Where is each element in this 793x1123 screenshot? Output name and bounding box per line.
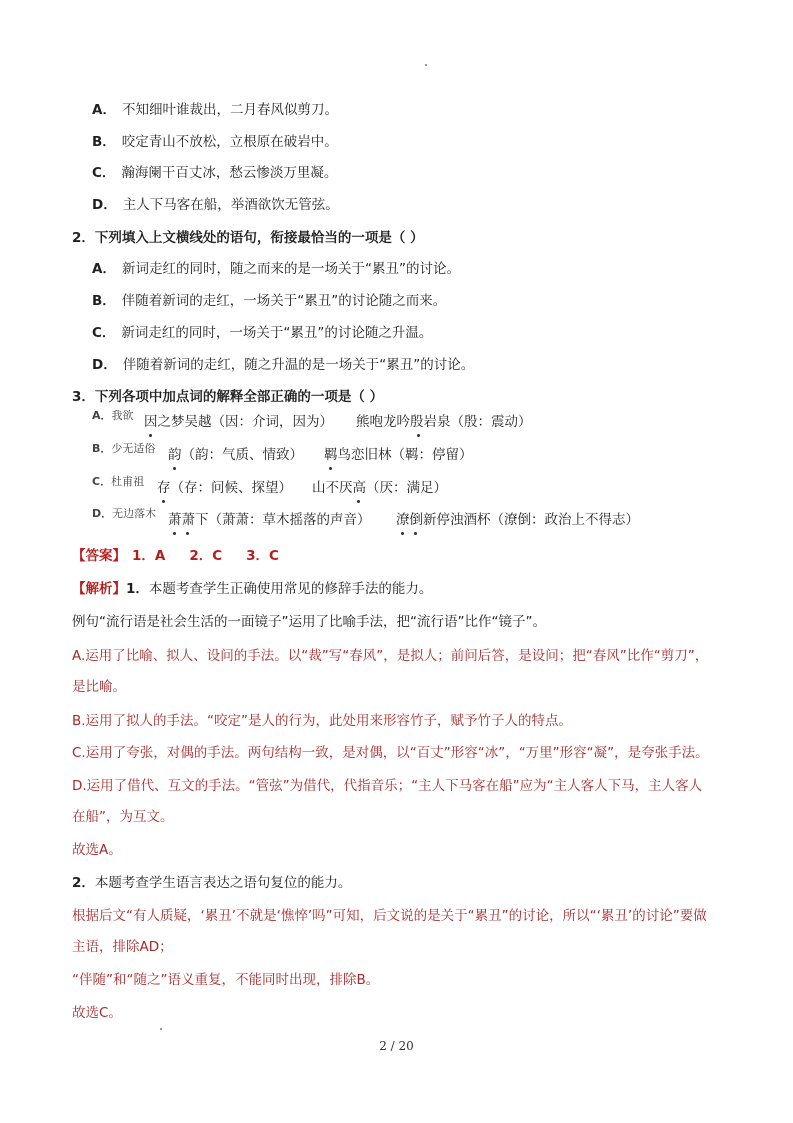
analysis-line: B.运用了拟人的手法。“咬定”是人的行为，此处用来形容竹子，赋予竹子人的特点。 <box>72 713 573 729</box>
q2-option-c: C． 新词走红的同时，一场关于“累丑”的讨论随之升温。 <box>92 325 433 341</box>
emphasis-dot <box>173 467 176 470</box>
scan-mark <box>160 1028 162 1030</box>
q3-option-b-text: 韵（韵：气质、情致） <box>168 447 303 463</box>
emphasis-dot <box>357 500 360 503</box>
emphasis-dot <box>417 434 420 437</box>
emphasis-dot <box>149 434 152 437</box>
analysis-line: 故选C。 <box>72 1005 122 1021</box>
analysis-line: 在船”，为互文。 <box>72 809 174 825</box>
analysis-line: 根据后文“有人质疑，‘累丑’不就是‘憔悴’吗”可知，后文说的是关于“累丑”的讨论，所以“‘累丑’的讨论”要做 <box>72 908 707 924</box>
q3-option-c-text2: 山不厌高（厌：满足） <box>312 480 447 496</box>
q3-option-b-label: B．少无适俗 <box>92 442 156 455</box>
analysis-header: 【解析】1．本题考查学生正确使用常见的修辞手法的能力。 <box>72 581 433 597</box>
q3-option-c-label: C．杜甫祖 <box>92 475 145 488</box>
page-number: 2 / 20 <box>379 1039 414 1053</box>
q3-option-d-text2: 潦倒新停浊酒杯（潦倒：政治上不得志） <box>396 512 639 528</box>
q3-option-d-label: D．无边落木 <box>92 507 157 520</box>
q1-option-c: C． 瀚海阑干百丈冰，愁云惨淡万里凝。 <box>92 165 338 181</box>
emphasis-dot <box>414 532 417 535</box>
scan-mark <box>425 64 427 66</box>
answer-line <box>72 547 279 565</box>
q1-option-b: B． 咬定青山不放松，立根原在破岩中。 <box>92 134 338 150</box>
answer-1: 1．A <box>132 548 166 564</box>
emphasis-dot <box>173 532 176 535</box>
q2-option-a: A． 新词走红的同时，随之而来的是一场关于“累丑”的讨论。 <box>92 261 460 277</box>
analysis-line: D.运用了借代、互文的手法。“管弦”为借代，代指音乐；“主人下马客在船”应为“主人客人下马，主人客人 <box>72 778 703 794</box>
emphasis-dot <box>401 532 404 535</box>
q3-option-d-text: 萧萧下（萧萧：草木摇落的声音） <box>168 512 371 528</box>
q1-option-a: A． 不知细叶谁裁出，二月春风似剪刀。 <box>92 102 338 118</box>
emphasis-dot <box>186 532 189 535</box>
q2-option-d: D． 伴随着新词的走红，随之升温的是一场关于“累丑”的讨论。 <box>92 357 475 373</box>
analysis-line: “伴随”和“随之”语义重复，不能同时出现，排除B。 <box>72 972 380 988</box>
q3-option-a-text2: 熊咆龙吟殷岩泉（殷：震动） <box>356 414 532 430</box>
q3-option-c-text: 存（存：问候、探望） <box>157 480 292 496</box>
emphasis-dot <box>329 467 332 470</box>
q3-option-b-text2: 羁鸟恋旧林（羁：停留） <box>324 447 473 463</box>
analysis-line: A.运用了比喻、拟人、设问的手法。以“裁”写“春风”，是拟人；前问后答，是设问；把“春风”比作“剪刀”， <box>72 648 709 664</box>
analysis-line: 例句“流行语是社会生活的一面镜子”运用了比喻手法，把“流行语”比作“镜子”。 <box>72 614 546 630</box>
q3-option-a-text: 因之梦吴越（因：介词，因为） <box>144 414 333 430</box>
answer-label: 【答案】 <box>72 548 126 564</box>
answer-3: 3．C <box>246 548 279 564</box>
analysis-sub-header: 2．本题考查学生语言表达之语句复位的能力。 <box>72 875 352 891</box>
q3-stem: 3．下列各项中加点词的解释全部正确的一项是（ ） <box>72 389 384 405</box>
q3-option-a-label: A．我欲 <box>92 409 134 422</box>
analysis-line: 是比喻。 <box>72 679 126 695</box>
q2-option-b: B． 伴随着新词的走红，一场关于“累丑”的讨论随之而来。 <box>92 293 447 309</box>
analysis-line: 故选A。 <box>72 842 122 858</box>
q2-stem: 2．下列填入上文横线处的语句，衔接最恰当的一项是（ ） <box>72 230 424 246</box>
analysis-line: C.运用了夸张，对偶的手法。两句结构一致，是对偶，以“百丈”形容“冰”，“万里”形容“凝”，是夸张手法。 <box>72 745 709 761</box>
q1-option-d: D． 主人下马客在船，举酒欲饮无管弦。 <box>92 197 339 213</box>
answer-2: 2．C <box>189 548 223 564</box>
analysis-line: 主语，排除AD； <box>72 939 173 955</box>
emphasis-dot <box>162 500 165 503</box>
